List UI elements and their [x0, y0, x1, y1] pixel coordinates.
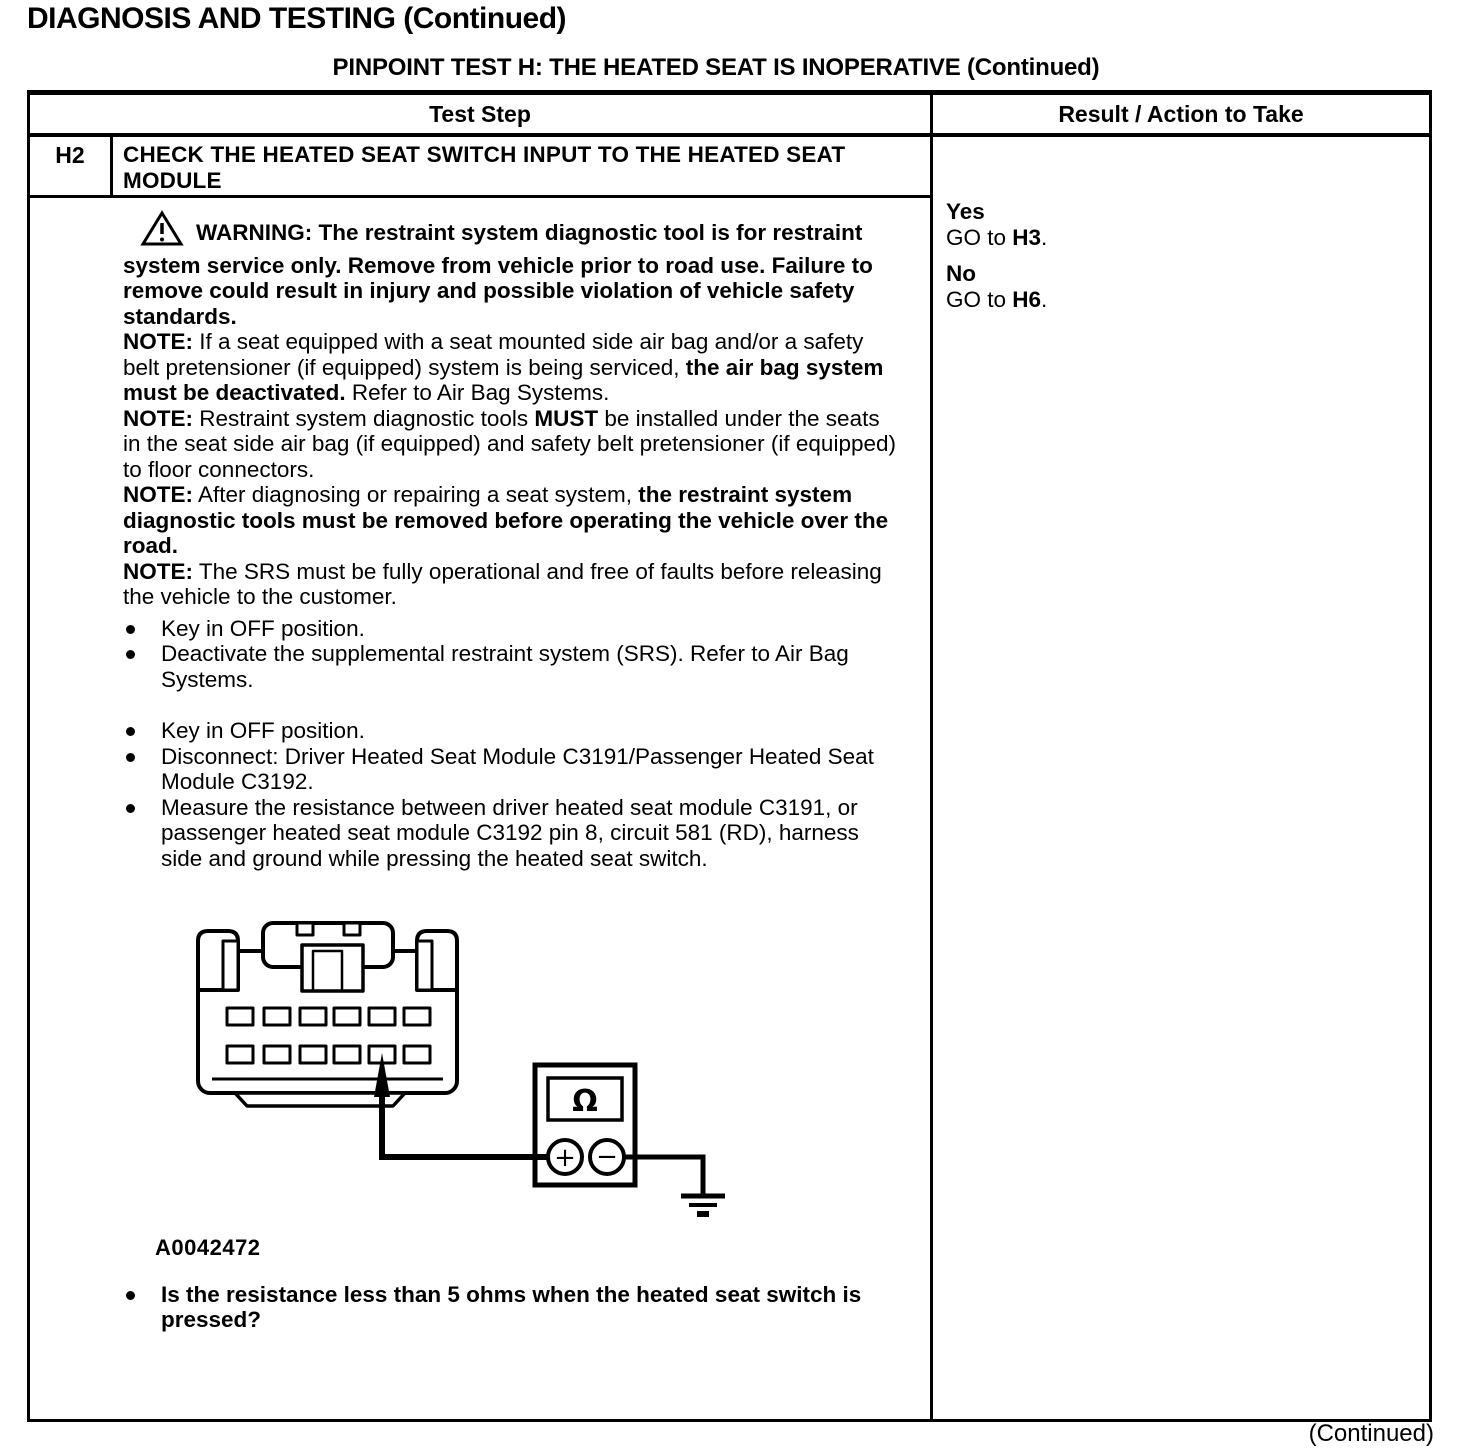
bullet-dot [126, 804, 135, 813]
ohm-symbol: Ω [572, 1084, 598, 1119]
list-item [123, 744, 901, 795]
procedure-list-a [123, 616, 901, 693]
test-step-column [30, 137, 933, 1419]
figure-label: A0042472 [155, 1235, 261, 1260]
warning-paragraph [123, 210, 901, 329]
step-heading-row [30, 137, 930, 198]
header-cell-result-action: Result / Action to Take [1058, 100, 1304, 127]
connector-measurement-diagram [150, 913, 770, 1233]
bullet-dot [126, 625, 135, 634]
bullet-dot [126, 727, 135, 736]
bullet-dot [126, 650, 135, 659]
step-id-cell: H2 [30, 137, 113, 195]
step-title: CHECK THE HEATED SEAT SWITCH INPUT TO THE HEATED SEAT MODULE [123, 142, 846, 193]
note-paragraph-3: NOTE: After diagnosing or repairing a seat system, the restraint system diagnostic tools must be removed before operating the vehicle over the road. [123, 482, 889, 558]
list-item-text: Key in OFF position. [161, 718, 365, 743]
table-body-row [30, 137, 1429, 1419]
list-item [123, 795, 901, 872]
list-item-text: Disconnect: Driver Heated Seat Module C3191/Passenger Heated Seat Module C3192. [161, 743, 874, 794]
note-paragraph-2: NOTE: Restraint system diagnostic tools MUST be installed under the seats in the seat side air bag (if equipped) and safety belt pretensioner (if equipped) to floor connectors. [123, 405, 896, 482]
plus-terminal-label: + [554, 1143, 576, 1173]
list-item [123, 718, 901, 744]
bullet-dot [126, 753, 135, 762]
question-text: Is the resistance less than 5 ohms when the heated seat switch is pressed? [161, 1281, 862, 1332]
header-cell-test-step: Test Step [30, 95, 933, 133]
footer-continued: (Continued) [1308, 1420, 1434, 1447]
question-item [123, 1282, 901, 1333]
list-item-text: Deactivate the supplemental restraint system (SRS). Refer to Air Bag Systems. [161, 641, 849, 692]
question-list [123, 1282, 901, 1333]
list-item [123, 616, 901, 642]
warning-text: WARNING: The restraint system diagnostic tool is for restraint system service only. Remove from vehicle prior to road use. Failure to remove could result in injury and possible violation of vehicle safety standards. [123, 220, 873, 329]
ground-symbol [681, 1196, 725, 1214]
bullet-dot [126, 1291, 135, 1300]
warning-triangle-icon [140, 210, 184, 253]
page-title: DIAGNOSIS AND TESTING (Continued) [27, 2, 567, 35]
result-no-action: GO to H6. [946, 286, 1048, 312]
procedure-list-b [123, 718, 901, 871]
note-paragraph-4: NOTE: The SRS must be fully operational and free of faults before releasing the vehicle to the customer. [123, 558, 882, 609]
result-action-cell [933, 137, 1429, 1419]
connector-drawing [198, 923, 457, 1106]
note-paragraph-1: NOTE: If a seat equipped with a seat mounted side air bag and/or a safety belt pretensioner (if equipped) system is being serviced, the air bag system must be deactivated. Refer to Air Bag Systems. [123, 329, 884, 405]
result-yes-action: GO to H3. [946, 224, 1048, 250]
probe-wire [382, 1093, 549, 1157]
minus-terminal-label: − [596, 1142, 618, 1172]
result-yes-label: Yes [946, 199, 985, 224]
result-no-label: No [946, 261, 976, 286]
table-header-row [30, 95, 1429, 137]
pinpoint-test-table [27, 90, 1432, 1422]
list-item [123, 641, 901, 692]
list-item-text: Measure the resistance between driver heated seat module C3191, or passenger heated seat module C3192 pin 8, circuit 581 (RD), harness side and ground while pressing the heated seat switch. [161, 794, 859, 871]
list-item-text: Key in OFF position. [161, 615, 365, 641]
test-step-content [30, 198, 930, 1419]
page-subtitle: PINPOINT TEST H: THE HEATED SEAT IS INOPERATIVE (Continued) [332, 54, 1100, 81]
